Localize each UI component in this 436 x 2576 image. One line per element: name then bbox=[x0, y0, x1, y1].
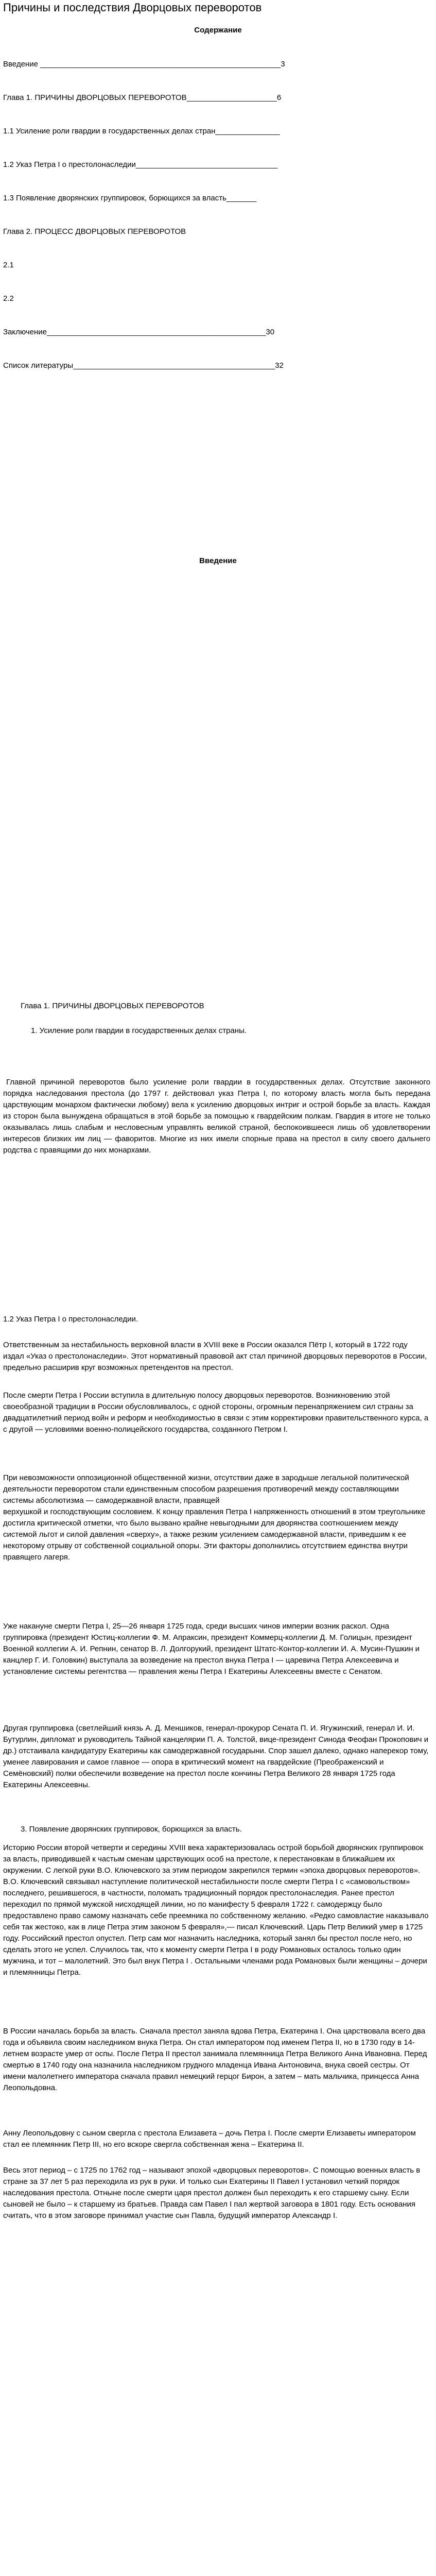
section3-paragraph-3: Анну Леопольдовну с сыном свергла с престола Елизавета – дочь Петра I. После смерти Елизаветы императором стал ее племянник Петр III, но его вскоре свергла собственная жена – Екатерина II. bbox=[3, 2129, 416, 2149]
section2-paragraph-2: После смерти Петра I России вступила в длительную полосу дворцовых переворотов. Возникновению этой своеобразной традиции в России обусловливалось, с одной стороны, огромным перенапряжением сил страны за двадцатилетний период войн и реформ и необходимостью в связи с этим корректировки правительственного курса, а с другой — условиями военно-полицейского государства, созданного Петром I. bbox=[3, 1391, 429, 1434]
section2-paragraph-1: Ответственным за нестабильность верховной власти в XVIII веке в России оказался Пётр I, который в 1722 году издал «Указ о престолонаследии». Этот нормативный правовой акт стал причиной дворцовых переворотов в России, предельно расширив круг возможных претендентов на престол. bbox=[3, 1341, 427, 1372]
toc-item-references: Список литературы_______________________________________________32 bbox=[3, 361, 284, 370]
toc-item-intro: Введение ________________________________________________________3 bbox=[3, 60, 285, 69]
toc-list bbox=[3, 37, 285, 383]
toc-item-chapter1: Глава 1. ПРИЧИНЫ ДВОРЦОВЫХ ПЕРЕВОРОТОВ_____________________6 bbox=[3, 93, 282, 102]
document-title: Причины и последствия Дворцовых переворотов bbox=[3, 1, 262, 14]
toc-item-conclusion: Заключение___________________________________________________30 bbox=[3, 328, 275, 336]
toc-item-1-1: 1.1 Усиление роли гвардии в государственных делах стран_______________ bbox=[3, 127, 280, 135]
section1-heading: 1. Усиление роли гвардии в государственных делах страны. bbox=[31, 1026, 247, 1035]
section3-paragraph-2: В России началась борьба за власть. Сначала престол заняла вдова Петра, Екатерина I. Она царствовала всего два года и объявила своим наследником внука Петра. Он стал императором под именем Петра II, но в 1730 году в 14-летнем возрасте умер от оспы. После Петра II престол занимала племянница Петра Великого Анна Ивановна. Перед смертью в 1740 году она назначила наследником грудного младенца Ивана Антоновича, внука своей сестры. От имени малолетнего императора сначала правил немецкий герцог Бирон, а затем – мать мальчика, принцесса Анна Леопольдовна. bbox=[3, 2027, 427, 2092]
section3-paragraph-1: Историю России второй четверти и середины XVIII века характеризовалась острой борьбой дворянских группировок за власть, приводившей к частым сменам царствующих особ на престоле, к перестановкам в ближайшем их окружении. С легкой руки В.О. Ключевского за этим периодом закрепился термин «эпоха дворцовых переворотов». В.О. Ключевский связывал наступление политической нестабильности после смерти Петра I с «самовольством» последнего, решившегося, в частности, поломать традиционный порядок престолонаследия. Ранее престол переходил по прямой мужской нисходящей линии, но по манифесту 5 февраля 1722 г. самодержцу было предоставлено право самому назначать себе преемника по собственному желанию. «Редко самовластие наказывало себя так жестоко, как в лице Петра этим законом 5 февраля»,— писал Ключевский. Царь Петр Великий умер в 1725 году. Российский престол опустел. Петр сам мог назначить наследника, который занял бы престол после него, но сделать этого не успел. Случилось так, что к моменту смерти Петра I в роду Романовых осталось только один мужчина, и тот – малолетний. Это был внук Петра I . Остальными членами рода Романовых были женщины – дочери и племянницы Петра. bbox=[3, 1843, 429, 1977]
section2-paragraph-4: Уже накануне смерти Петра I, 25—26 января 1725 года, среди высших чинов империи возник раскол. Одна группировка (президент Юстиц-коллегии Ф. М. Апраксин, президент Коммерц-коллегии Д. М. Голицын, президент Военной коллегии А. И. Репнин, сенатор В. Л. Долгорукий, президент Штатс-Контор-коллегии И. А. Мусин-Пушкин и канцлер Г. И. Головкин) выступала за возведение на престол внука Петра I — царевича Петра Алексеевича и установление системы регентства — правления жены Петра I Екатерины Алексеевны вместе с Сенатом. bbox=[3, 1622, 420, 1676]
chapter1-heading: Глава 1. ПРИЧИНЫ ДВОРЦОВЫХ ПЕРЕВОРОТОВ bbox=[21, 1002, 204, 1010]
section2-heading: 1.2 Указ Петра I о престолонаследии. bbox=[3, 1315, 138, 1324]
section2-paragraph-3: При невозможности оппозиционной общественной жизни, отсутствии даже в зародыше легальной политической деятельности переворотом стали единственным способом разрешения противоречий между составляющими системы абсолютизма — самодержавной власти, правящей верхушкой и господствующим сословием. К концу правления Петра I напряженность отношений в этом треугольнике достигла критической отметки, что было вызвано крайне невыгодными для дворянства соотношением между системой льгот и силой давления «сверху», а также резким усилением самодержавной власти, приведшим к ее некоторому отрыву от собственной социальной опоры. Эти факторы дополнились отсутствием единства внутри правящего лагеря. bbox=[3, 1473, 426, 1562]
toc-item-1-2: 1.2 Указ Петра I о престолонаследии_________________________________ bbox=[3, 160, 278, 169]
section3-paragraph-4: Весь этот период – с 1725 по 1762 год – называют эпохой «дворцовых переворотов». С помощью военных власть в стране за 37 лет 5 раз переходила из рук в руки. И только сын Екатерины II Павел I установил четкий порядок наследования престола. Отныне после смерти царя престол должен был переходить к его старшему сыну. Если сыновей не было – к старшему из братьев. Правда сам Павел I пал жертвой заговора в 1801 году. Есть основания считать, что в этом заговоре принимал участие сын Павла, будущий император Александр I. bbox=[3, 2166, 421, 2220]
toc-item-2-2: 2.2 bbox=[3, 294, 14, 303]
section2-paragraph-5: Другая группировка (светлейший князь А. Д. Меншиков, генерал-прокурор Сената П. И. Ягужинский, генерал И. И. Бутурлин, дипломат и руководитель Тайной канцелярии П. А. Толстой, вице-президент Синода Феофан Прокопович и др.) отстаивала кандидатуру Екатерины как самодержавной государыни. Спор зашел далеко, однако наперекор тому, уменее лавирования и самое главное — опора в критический момент на гвардейские (Преображенский и Семёновский) полки обеспечили возведение на престол после кончины Петра Великого 28 января 1725 года Екатерины Алексеевны. bbox=[3, 1724, 429, 1789]
section3-heading: 3. Появление дворянских группировок, борющихся за власть. bbox=[21, 1825, 242, 1834]
toc-item-2-1: 2.1 bbox=[3, 261, 14, 269]
intro-heading: Введение bbox=[199, 556, 237, 565]
toc-item-1-3: 1.3 Появление дворянских группировок, борющихся за власть_______ bbox=[3, 194, 257, 202]
toc-item-chapter2: Глава 2. ПРОЦЕСС ДВОРЦОВЫХ ПЕРЕВОРОТОВ bbox=[3, 227, 186, 236]
toc-heading: Содержание bbox=[194, 26, 242, 35]
section1-text: Главной причиной переворотов было усиление роли гвардии в государственных делах. Отсутствие законного порядка наследования престола (до 1797 г. действовал указ Петра I, по которому власть могла быть передана царствующим монархом фактически любому) вела к усилению дворцовых интриг и острой борьбе за власть. Каждая из сторон была вынуждена обращаться в этой борьбе за помощью к гвардейским полкам. Гвардия в итоге не только оказывалась лишь слабым и несловесным управлять великой страной, беспокоившееся лишь об удовлетворении интересов близких им лиц — фаворитов. Многие из них имели спорные права на престол в силу своего дальнего родства с правящими до них монархами. bbox=[3, 1078, 430, 1155]
